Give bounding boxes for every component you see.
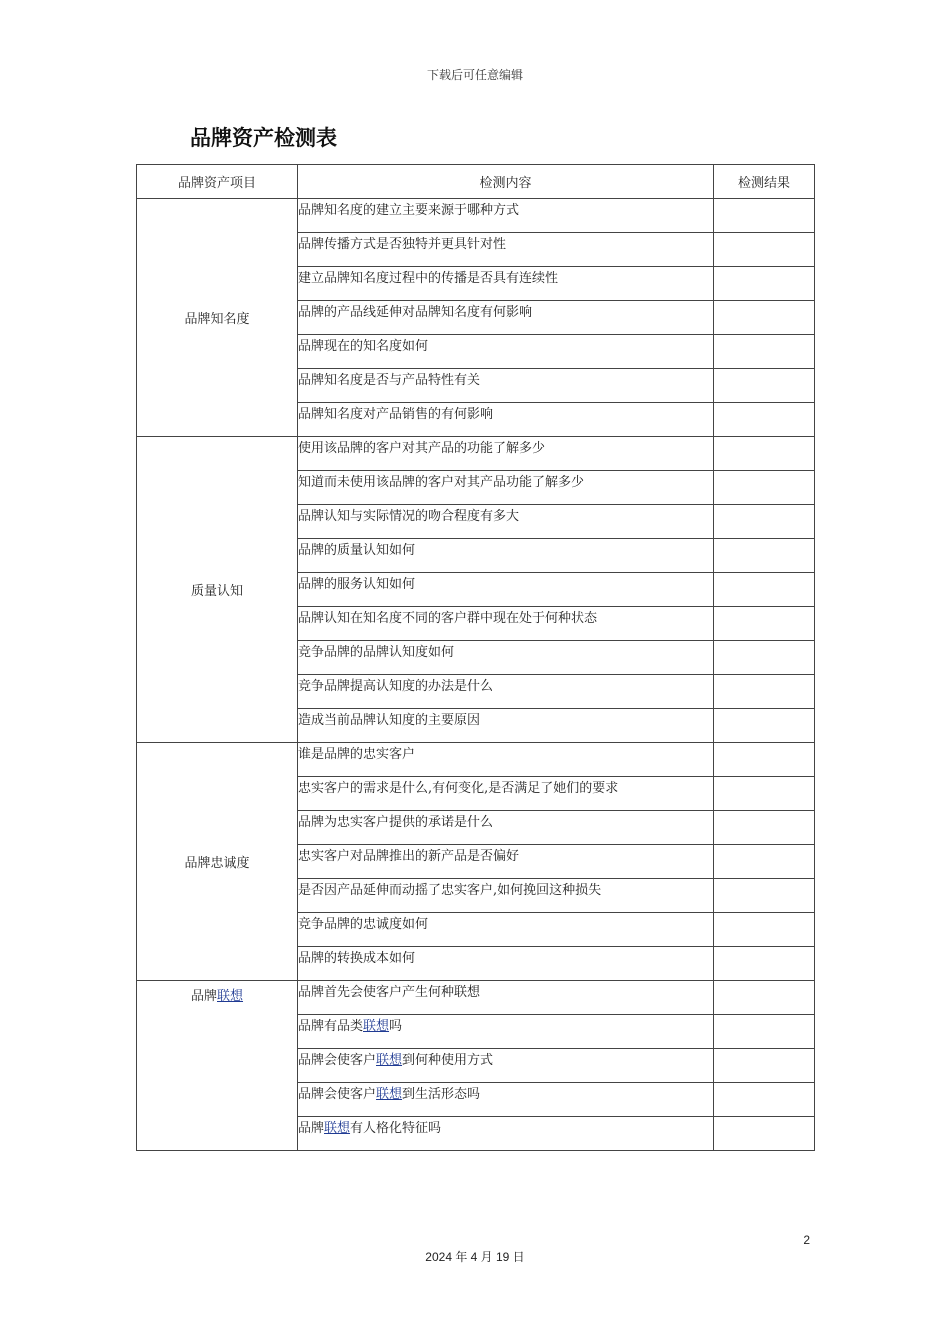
check-item <box>298 1083 714 1117</box>
column-header-asset-item: 品牌资产项目 <box>137 165 298 199</box>
footer-date: 2024 年 4 月 19 日 <box>425 1250 525 1264</box>
check-item: 品牌的产品线延伸对品牌知名度有何影响 <box>298 301 714 335</box>
check-item: 是否因产品延伸而动摇了忠实客户,如何挽回这种损失 <box>298 879 714 913</box>
table-header-row <box>137 165 815 199</box>
check-item-text: 品牌会使客户 <box>298 1053 377 1068</box>
result-cell[interactable] <box>714 1015 815 1049</box>
group-label-text: 品牌 <box>190 989 217 1004</box>
column-header-check-result: 检测结果 <box>714 165 815 199</box>
page-number: 2 <box>803 1233 810 1247</box>
result-cell[interactable] <box>714 777 815 811</box>
check-item: 竞争品牌提高认知度的办法是什么 <box>298 675 714 709</box>
result-cell[interactable] <box>714 709 815 743</box>
group-quality-perception: 质量认知 <box>137 437 298 743</box>
result-cell[interactable] <box>714 845 815 879</box>
group-brand-awareness: 品牌知名度 <box>137 199 298 437</box>
check-item: 品牌知名度的建立主要来源于哪种方式 <box>298 199 714 233</box>
result-cell[interactable] <box>714 471 815 505</box>
table-row <box>137 437 815 471</box>
result-cell[interactable] <box>714 403 815 437</box>
result-cell[interactable] <box>714 607 815 641</box>
check-item-text: 到生活形态吗 <box>402 1087 481 1102</box>
association-link[interactable]: 联想 <box>217 989 244 1004</box>
result-cell[interactable] <box>714 267 815 301</box>
check-item: 品牌认知在知名度不同的客户群中现在处于何种状态 <box>298 607 714 641</box>
result-cell[interactable] <box>714 1117 815 1151</box>
check-item-text: 到何种使用方式 <box>402 1053 494 1068</box>
result-cell[interactable] <box>714 1083 815 1117</box>
association-link[interactable]: 联想 <box>376 1053 403 1068</box>
check-item-text: 品牌有品类 <box>298 1019 364 1034</box>
check-item: 忠实客户的需求是什么,有何变化,是否满足了她们的要求 <box>298 777 714 811</box>
check-item-text: 品牌首先会使客户产生何种联想 <box>298 985 481 1000</box>
check-item <box>298 1049 714 1083</box>
result-cell[interactable] <box>714 1049 815 1083</box>
result-cell[interactable] <box>714 743 815 777</box>
result-cell[interactable] <box>714 505 815 539</box>
result-cell[interactable] <box>714 199 815 233</box>
result-cell[interactable] <box>714 573 815 607</box>
check-item <box>298 981 714 1015</box>
check-item <box>298 1015 714 1049</box>
association-link[interactable]: 联想 <box>376 1087 403 1102</box>
result-cell[interactable] <box>714 437 815 471</box>
result-cell[interactable] <box>714 879 815 913</box>
check-item: 品牌知名度对产品销售的有何影响 <box>298 403 714 437</box>
group-brand-association <box>137 981 298 1151</box>
table-row <box>137 199 815 233</box>
table-row <box>137 981 815 1015</box>
check-item: 建立品牌知名度过程中的传播是否具有连续性 <box>298 267 714 301</box>
check-item-text: 品牌会使客户 <box>298 1087 377 1102</box>
table-row <box>137 743 815 777</box>
check-item: 品牌的服务认知如何 <box>298 573 714 607</box>
check-item: 品牌认知与实际情况的吻合程度有多大 <box>298 505 714 539</box>
check-item-text: 品牌 <box>298 1121 325 1136</box>
check-item: 使用该品牌的客户对其产品的功能了解多少 <box>298 437 714 471</box>
result-cell[interactable] <box>714 675 815 709</box>
result-cell[interactable] <box>714 913 815 947</box>
check-item-text: 吗 <box>389 1019 403 1034</box>
check-item: 谁是品牌的忠实客户 <box>298 743 714 777</box>
result-cell[interactable] <box>714 335 815 369</box>
association-link[interactable]: 联想 <box>324 1121 351 1136</box>
check-item: 造成当前品牌认知度的主要原因 <box>298 709 714 743</box>
result-cell[interactable] <box>714 981 815 1015</box>
column-header-check-content: 检测内容 <box>298 165 714 199</box>
check-item: 品牌为忠实客户提供的承诺是什么 <box>298 811 714 845</box>
result-cell[interactable] <box>714 811 815 845</box>
result-cell[interactable] <box>714 947 815 981</box>
group-brand-loyalty: 品牌忠诚度 <box>137 743 298 981</box>
check-item-text: 有人格化特征吗 <box>350 1121 442 1136</box>
check-item: 品牌知名度是否与产品特性有关 <box>298 369 714 403</box>
check-item <box>298 1117 714 1151</box>
check-item: 品牌传播方式是否独特并更具针对性 <box>298 233 714 267</box>
association-link[interactable]: 联想 <box>363 1019 390 1034</box>
check-item: 品牌的转换成本如何 <box>298 947 714 981</box>
brand-asset-table <box>136 164 815 1151</box>
check-item: 竞争品牌的忠诚度如何 <box>298 913 714 947</box>
result-cell[interactable] <box>714 539 815 573</box>
check-item: 品牌现在的知名度如何 <box>298 335 714 369</box>
check-item: 品牌的质量认知如何 <box>298 539 714 573</box>
result-cell[interactable] <box>714 233 815 267</box>
result-cell[interactable] <box>714 301 815 335</box>
check-item: 忠实客户对品牌推出的新产品是否偏好 <box>298 845 714 879</box>
check-item: 知道而未使用该品牌的客户对其产品功能了解多少 <box>298 471 714 505</box>
header-note: 下载后可任意编辑 <box>426 68 523 82</box>
result-cell[interactable] <box>714 369 815 403</box>
check-item: 竞争品牌的品牌认知度如何 <box>298 641 714 675</box>
result-cell[interactable] <box>714 641 815 675</box>
document-title: 品牌资产检测表 <box>190 126 337 150</box>
